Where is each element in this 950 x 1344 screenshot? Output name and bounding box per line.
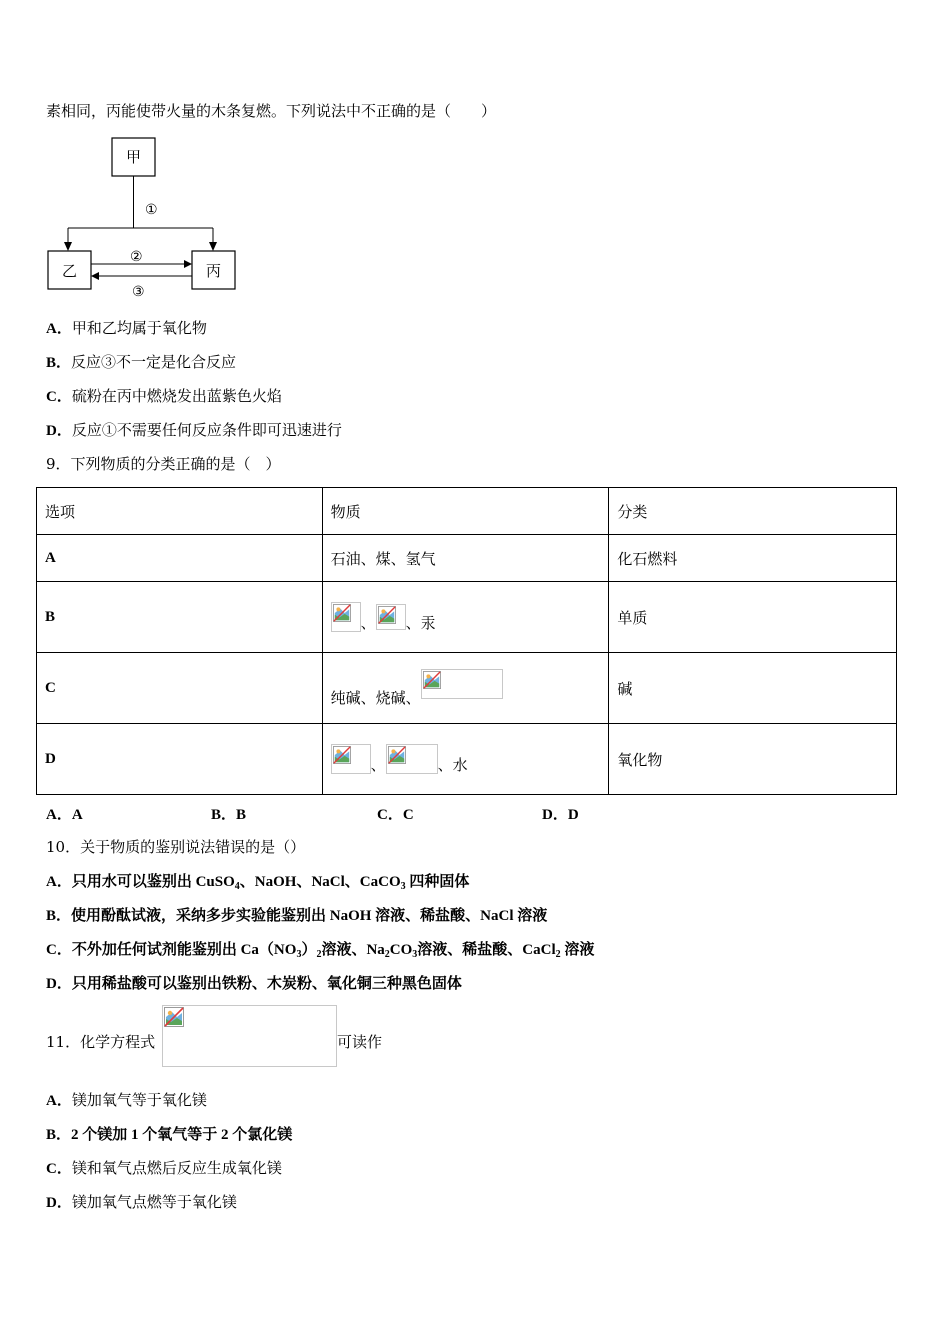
q8-option-c (46, 386, 282, 407)
option-text: 反应③不一定是化合反应 (71, 353, 237, 371)
q9-stem: 9．下列物质的分类正确的是（ ） (46, 455, 281, 473)
q11-option-c (46, 1158, 282, 1179)
option-text: 使用酚酞试液，采纳多步实验能鉴别出 NaOH 溶液、稀盐酸、NaCl 溶液 (71, 908, 548, 924)
option-text: 甲和乙均属于氧化物 (71, 319, 207, 337)
separator: 、 (370, 755, 386, 774)
broken-image-icon (423, 671, 441, 689)
q11-option-d (46, 1192, 237, 1213)
substance-text: 纯碱、烧碱、 (330, 688, 421, 707)
formula-image (331, 602, 361, 632)
arrow-to-yi (64, 242, 72, 251)
q10-option-b (46, 905, 547, 926)
q10-option-d (46, 973, 462, 994)
header-substance: 物质 (322, 488, 609, 535)
option-label: A． (46, 321, 72, 337)
formula-image (386, 744, 438, 774)
answer-choice-d: D．D (542, 807, 579, 823)
option-label: A． (46, 1093, 72, 1109)
arrow-3-head (91, 272, 99, 280)
broken-image-icon (333, 746, 351, 764)
q11-option-a (46, 1090, 207, 1111)
option-text: 镁加氧气点燃等于氧化镁 (71, 1193, 237, 1211)
option-text: 2 个镁加 1 个氧气等于 2 个氯化镁 (71, 1127, 293, 1143)
node-bing-label: 丙 (205, 262, 222, 280)
broken-image-icon (378, 606, 396, 624)
q8-option-d (46, 420, 342, 441)
option-text: 镁加氧气等于氧化镁 (71, 1091, 207, 1109)
formula-image (376, 604, 406, 630)
option-label: B． (46, 355, 72, 371)
row-category: 碱 (609, 653, 897, 724)
q8-option-a (46, 318, 207, 339)
classification-table (36, 487, 897, 795)
row-substance (322, 724, 609, 795)
broken-image-icon (388, 746, 406, 764)
equation-image (162, 1005, 337, 1067)
option-label: C． (46, 389, 72, 405)
table-row (37, 724, 897, 795)
formula-image (331, 744, 371, 774)
node-jia-label: 甲 (125, 148, 142, 166)
table-header-row (37, 488, 897, 535)
option-label: D． (46, 423, 72, 439)
q10-option-c: C．不外加任何试剂能鉴别出 $Ca(NO_3)_2$溶液、$Na_2CO_3$溶液、稀盐酸、CaCl$_2$ 溶液 (46, 942, 595, 960)
answer-choice-b: B．B (211, 807, 247, 823)
option-label: D． (46, 976, 72, 992)
answer-choice-a: A．A (46, 807, 83, 823)
row-option: B (37, 582, 323, 653)
substance-text: 、水 (437, 755, 468, 774)
option-label: C． (46, 942, 72, 958)
reaction-1-label: ① (145, 202, 158, 218)
row-category: 氧化物 (609, 724, 897, 795)
table-row (37, 653, 897, 724)
option-label: C． (46, 1161, 72, 1177)
substance-text: 、汞 (405, 613, 436, 632)
row-substance (322, 653, 609, 724)
reaction-2-label: ② (130, 249, 143, 265)
option-text: 硫粉在丙中燃烧发出蓝紫色火焰 (71, 387, 282, 405)
broken-image-icon (333, 604, 351, 622)
q11-option-b (46, 1124, 292, 1145)
arrow-2-head (184, 260, 192, 268)
option-text: 镁和氧气点燃后反应生成氧化镁 (71, 1159, 282, 1177)
q9-answer-choices (46, 803, 746, 825)
row-substance: 石油、煤、氢气 (322, 535, 609, 582)
q8-option-b (46, 352, 236, 373)
option-label: B． (46, 1127, 72, 1143)
separator: 、 (360, 613, 376, 632)
q11-stem: 11．化学方程式 (46, 1033, 156, 1051)
row-option: D (37, 724, 323, 795)
arrow-to-bing (209, 242, 217, 251)
broken-image-icon (164, 1007, 184, 1027)
answer-choice-c: C．C (377, 807, 414, 823)
option-text: 只用稀盐酸可以鉴别出铁粉、木炭粉、氧化铜三种黑色固体 (71, 976, 462, 992)
table-row (37, 535, 897, 582)
row-option: A (37, 535, 323, 582)
reaction-diagram (40, 130, 260, 305)
row-substance (322, 582, 609, 653)
q10-option-a: A．只用水可以鉴别出 CuSO$_4$、NaOH、NaCl、CaCO$_3$ 四种固体 (46, 874, 470, 892)
q8-intro: 素相同，丙能使带火量的木条复燃。下列说法中不正确的是（ ） (46, 102, 497, 120)
option-label: B． (46, 908, 72, 924)
option-label: A． (46, 874, 72, 890)
row-category: 单质 (609, 582, 897, 653)
header-category: 分类 (609, 488, 897, 535)
row-category: 化石燃料 (609, 535, 897, 582)
reaction-3-label: ③ (132, 284, 145, 300)
row-option: C (37, 653, 323, 724)
q10-stem: 10．关于物质的鉴别说法错误的是（） (46, 838, 306, 856)
header-option: 选项 (37, 488, 323, 535)
option-text: 反应①不需要任何反应条件即可迅速进行 (71, 421, 342, 439)
option-label: D． (46, 1195, 72, 1211)
table-row (37, 582, 897, 653)
node-yi-label: 乙 (61, 262, 78, 280)
formula-image (421, 669, 503, 699)
q11-stem-after: 可读作 (337, 1033, 383, 1051)
